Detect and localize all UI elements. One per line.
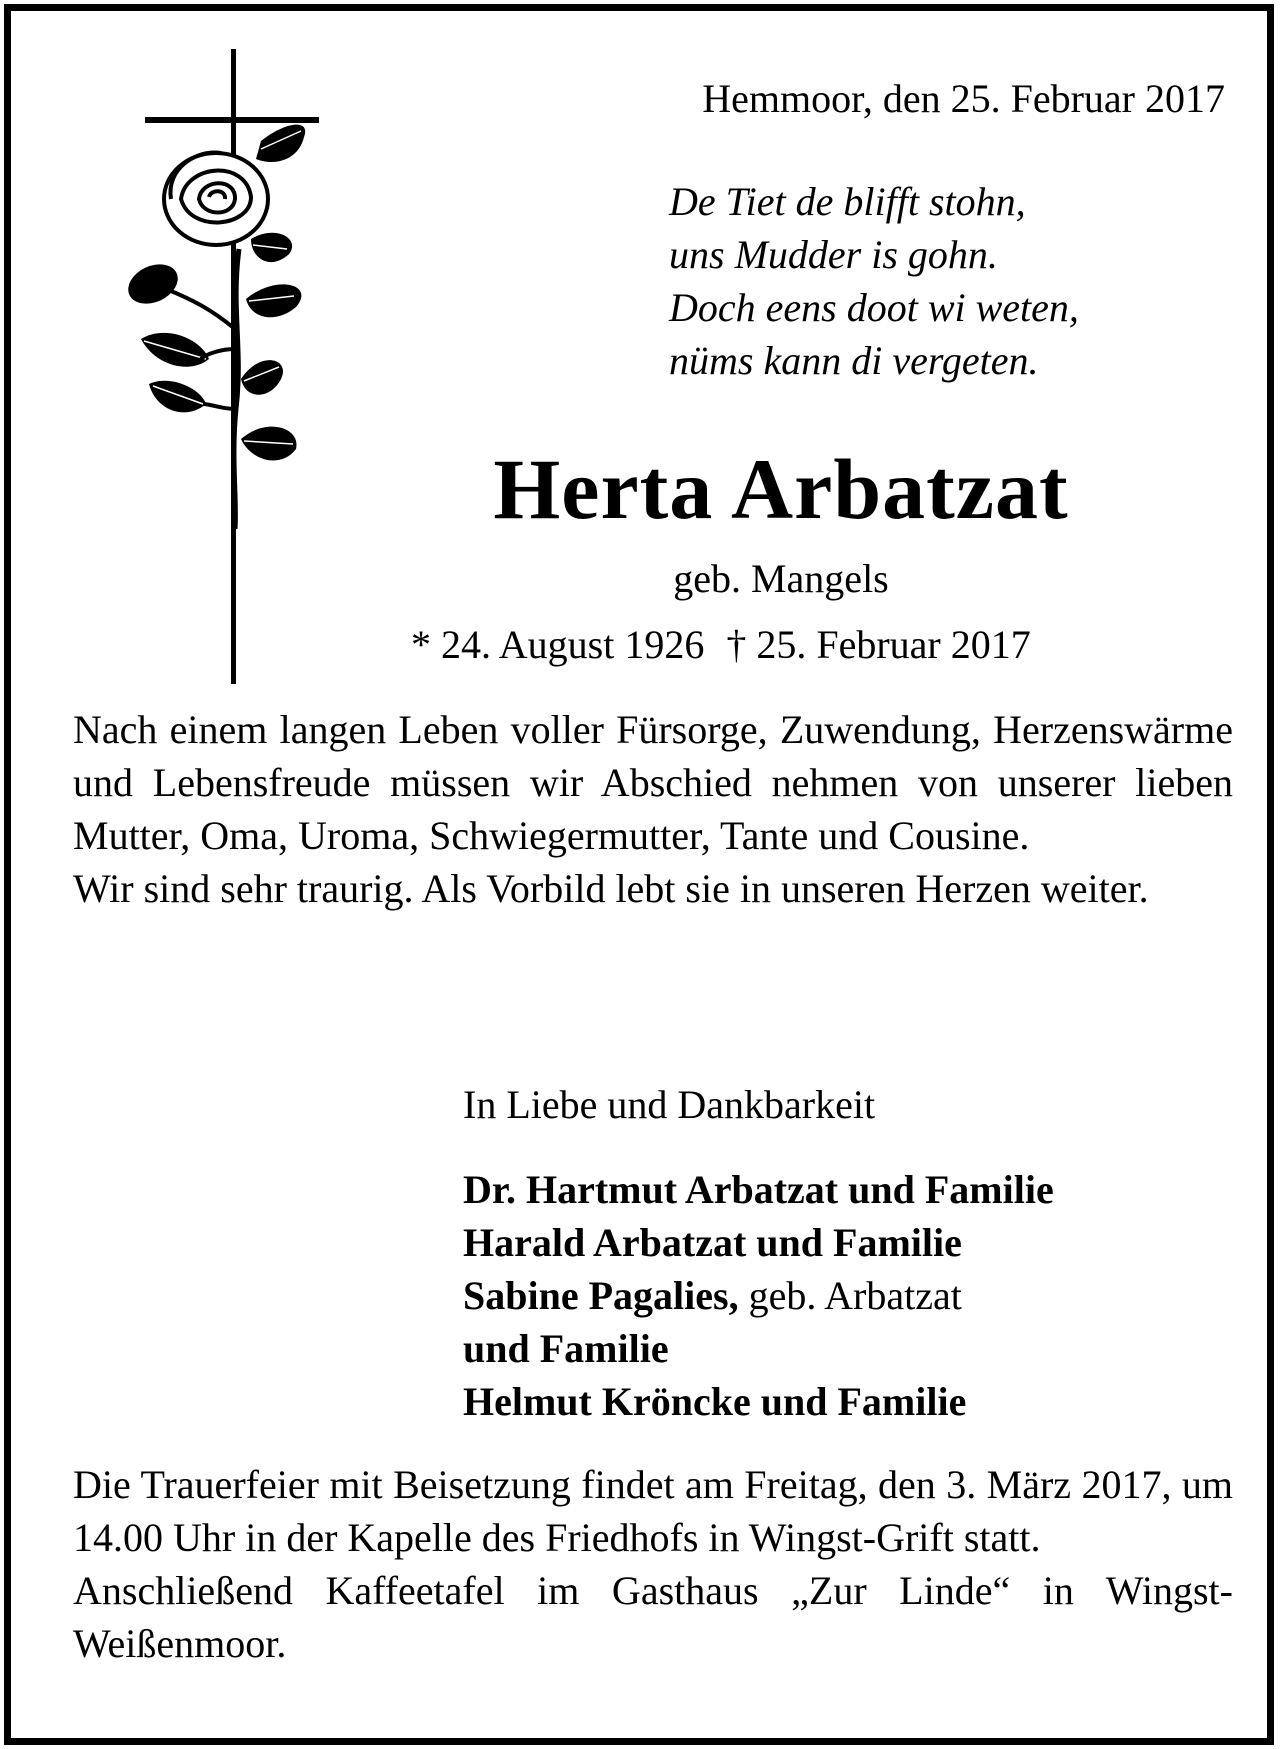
- poem-line: De Tiet de blifft stohn,: [669, 179, 1026, 224]
- place-and-date: Hemmoor, den 25. Februar 2017: [702, 76, 1225, 121]
- message-paragraph: Wir sind sehr traurig. Als Vorbild lebt sie in unseren Herzen weiter.: [73, 866, 1149, 911]
- signer-name: Sabine Pagalies,: [463, 1273, 739, 1318]
- obituary-notice: [4, 4, 1274, 1745]
- signer-line: Dr. Hartmut Arbatzat und Familie: [463, 1167, 1054, 1212]
- funeral-paragraph: Die Trauerfeier mit Beisetzung findet am Freitag, den 3. März 2017, um 14.00 Uhr in der Kapelle des Friedhofs in Wingst-Grift statt.: [73, 1462, 1233, 1560]
- life-dates: [411, 621, 1031, 668]
- poem-line: uns Mudder is gohn.: [669, 232, 998, 277]
- poem-line: Doch eens doot wi weten,: [669, 285, 1079, 330]
- poem: [669, 175, 1079, 387]
- funeral-paragraph: Anschließend Kaffeetafel im Gasthaus „Zur Linde“ in Wingst-Weißenmoor.: [73, 1568, 1233, 1666]
- message-paragraph: Nach einem langen Leben voller Fürsorge, Zuwendung, Herzenswärme und Lebensfreude müssen wir Abschied nehmen von unserer lieben Mutter, Oma, Uroma, Schwiegermutter, Tante und Cousine.: [73, 707, 1233, 858]
- signer-line: Harald Arbatzat und Familie: [463, 1220, 962, 1265]
- funeral-details: [73, 1458, 1233, 1670]
- farewell-message: [73, 703, 1233, 915]
- closing-line: In Liebe und Dankbarkeit: [463, 1082, 876, 1127]
- signer-line: und Familie: [463, 1326, 669, 1371]
- cross-with-rose-icon: [111, 49, 341, 689]
- deceased-name: Herta Arbatzat: [493, 441, 1069, 537]
- signer-line: [463, 1269, 1054, 1322]
- signer-maiden-name: geb. Arbatzat: [738, 1273, 962, 1318]
- poem-line: nüms kann di vergeten.: [669, 338, 1039, 383]
- signer-line: Helmut Kröncke und Familie: [463, 1379, 967, 1424]
- birth-date: * 24. August 1926: [411, 622, 705, 667]
- maiden-name: geb. Mangels: [673, 556, 889, 601]
- signers-list: [463, 1163, 1054, 1428]
- death-date: † 25. Februar 2017: [726, 622, 1031, 667]
